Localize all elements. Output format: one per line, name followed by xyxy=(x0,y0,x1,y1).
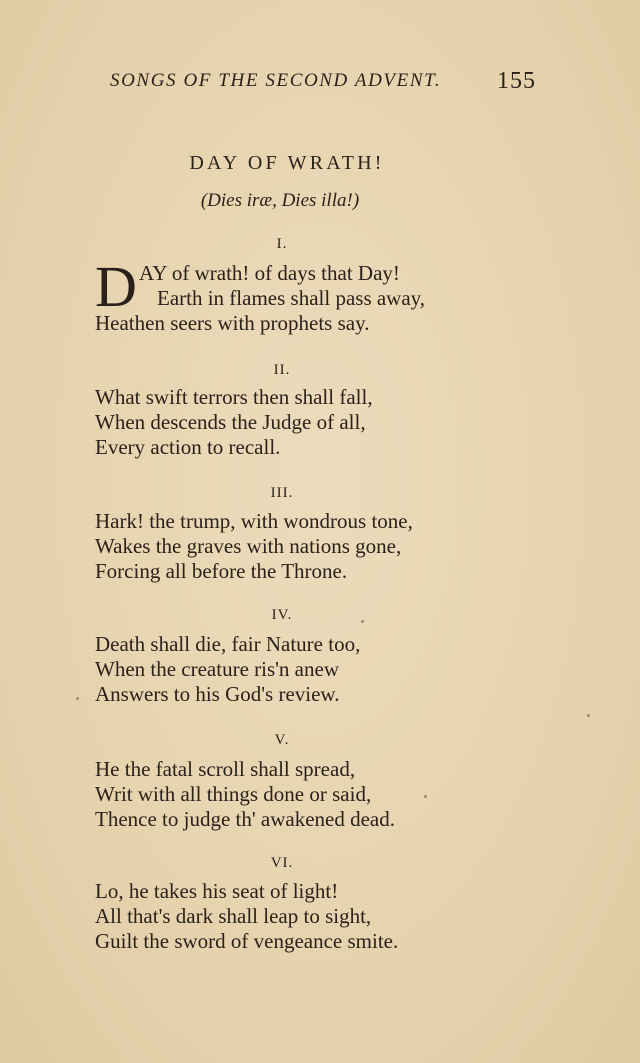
verse-line: Every action to recall. xyxy=(95,435,281,459)
poem-title: DAY OF WRATH! xyxy=(189,152,385,174)
verse-line: Answers to his God's review. xyxy=(95,682,340,706)
verse-line: He the fatal scroll shall spread, xyxy=(95,757,356,781)
verse-line: When the creature ris'n anew xyxy=(95,657,339,681)
stanza-5 xyxy=(95,757,395,832)
verse-line: What swift terrors then shall fall, xyxy=(95,385,373,409)
verse-line: All that's dark shall leap to sight, xyxy=(95,904,372,928)
stanza-number-1: I. xyxy=(276,236,288,252)
stanza-4 xyxy=(95,632,360,707)
stanza-number-6: VI. xyxy=(270,855,294,871)
verse-line: Heathen seers with prophets say. xyxy=(95,311,370,335)
paper-speck xyxy=(424,795,427,798)
verse-line: Writ with all things done or said, xyxy=(95,782,372,806)
stanza-3 xyxy=(95,509,413,584)
verse-line: When descends the Judge of all, xyxy=(95,410,366,434)
stanza-number-4: IV. xyxy=(271,607,293,623)
poem-subtitle: (Dies iræ, Dies illa!) xyxy=(200,190,360,211)
drop-cap: D xyxy=(95,254,137,319)
stanza-6 xyxy=(95,879,398,954)
running-head xyxy=(110,70,540,96)
stanza-number-2: II. xyxy=(273,362,291,378)
stanza-number-3: III. xyxy=(270,485,294,501)
paper-speck xyxy=(76,697,79,700)
stanza-number-5: V. xyxy=(274,732,290,748)
paper-speck xyxy=(587,714,590,717)
verse-line: Lo, he takes his seat of light! xyxy=(95,879,339,903)
verse-line: Death shall die, fair Nature too, xyxy=(95,632,361,656)
verse-line: Wakes the graves with nations gone, xyxy=(95,534,402,558)
page-number: 155 xyxy=(497,68,536,94)
verse-line: Earth in flames shall pass away, xyxy=(157,286,426,310)
verse-line: Guilt the sword of vengeance smite. xyxy=(95,929,399,953)
verse-line: Thence to judge th' awakened dead. xyxy=(95,807,395,831)
verse-line: AY of wrath! of days that Day! xyxy=(139,261,400,285)
paper-speck xyxy=(361,620,364,623)
verse-line: Forcing all before the Throne. xyxy=(95,559,348,583)
stanza-2 xyxy=(95,385,373,460)
running-title: SONGS OF THE SECOND ADVENT. xyxy=(110,70,442,91)
stanza-1 xyxy=(95,261,425,336)
verse-line: Hark! the trump, with wondrous tone, xyxy=(95,509,413,533)
